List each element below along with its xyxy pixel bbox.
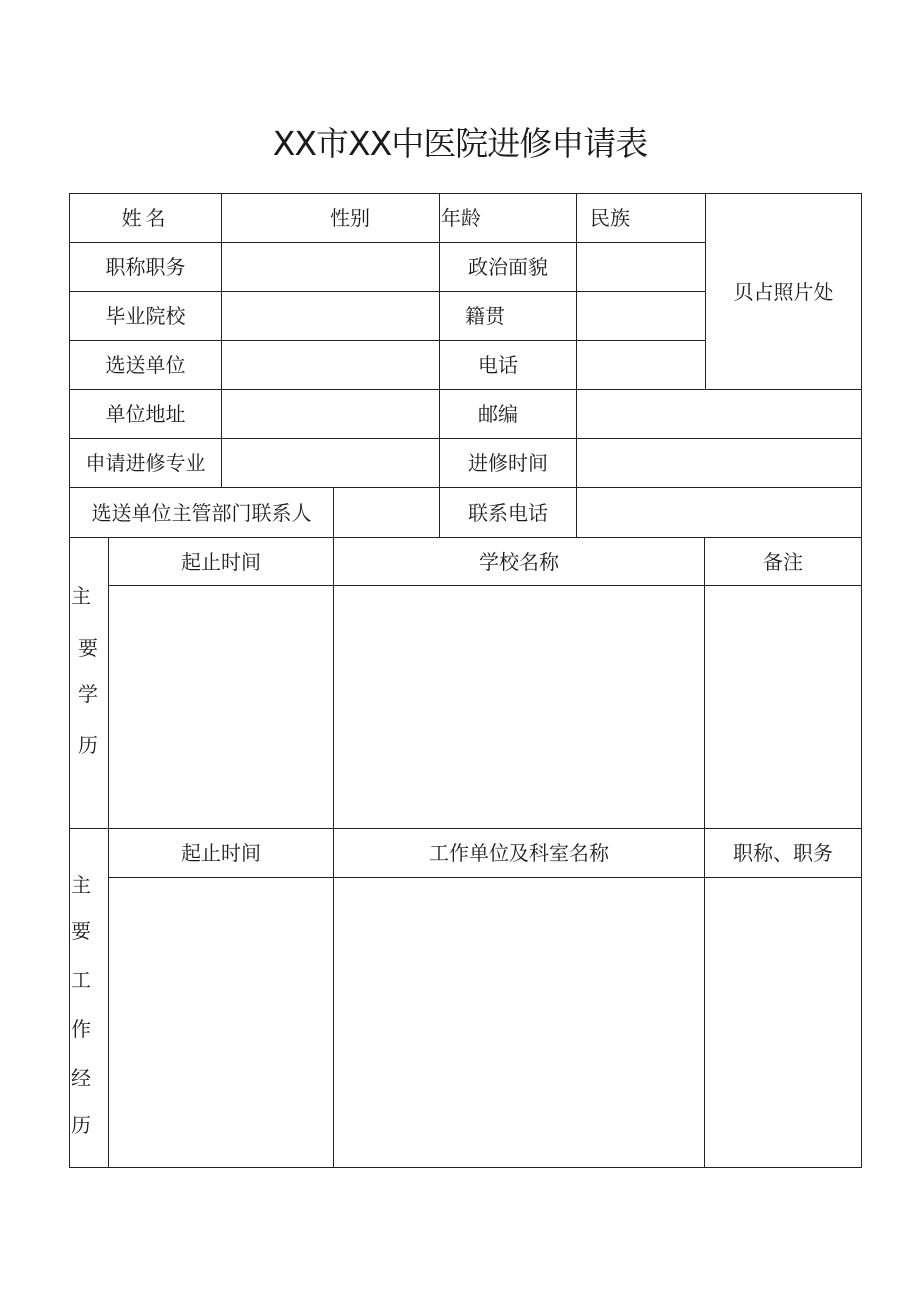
education-side-label-3: 学	[78, 682, 98, 706]
age-label: 年龄	[441, 206, 481, 230]
education-side-label-2: 要	[78, 636, 98, 660]
education-col-notes: 备注	[763, 549, 803, 574]
phone-label: 电话	[478, 353, 518, 377]
table-border-right	[861, 193, 862, 1168]
gender-label: 性别	[330, 206, 370, 230]
form-title: XX市XX中医院进修申请表	[272, 124, 648, 163]
work-col-title-position: 职称、职务	[733, 841, 833, 865]
work-side-label-1: 主	[71, 873, 91, 897]
education-col-school: 学校名称	[479, 549, 559, 574]
postcode-label: 邮编	[478, 402, 518, 426]
col-divider	[333, 487, 334, 1167]
row-divider	[108, 585, 862, 586]
col-divider	[576, 193, 577, 537]
work-side-label-4: 作	[71, 1017, 91, 1041]
education-side-label-1: 主	[71, 584, 91, 608]
ethnicity-label: 民族	[590, 206, 630, 230]
work-col-unit-department: 工作单位及科室名称	[429, 841, 609, 865]
major-label: 申请进修专业	[85, 451, 206, 475]
native-place-label: 籍贯	[465, 304, 505, 328]
school-label: 毕业院校	[105, 304, 186, 328]
row-divider	[108, 877, 862, 878]
col-divider	[221, 193, 222, 487]
title-position-label: 职称职务	[105, 255, 186, 279]
table-border-bottom	[69, 1167, 862, 1168]
unit-address-label: 单位地址	[105, 402, 186, 426]
contact-person-label: 选送单位主管部门联系人	[91, 500, 312, 525]
work-side-label-2: 要	[71, 919, 91, 943]
study-time-label: 进修时间	[468, 451, 548, 475]
sending-unit-label: 选送单位	[105, 353, 186, 377]
contact-phone-label: 联系电话	[468, 500, 548, 525]
name-label: 姓名	[121, 206, 170, 230]
photo-placeholder: 贝占照片处	[733, 279, 834, 304]
work-side-label-5: 经	[71, 1066, 91, 1090]
work-side-label-3: 工	[71, 968, 91, 992]
education-side-label-4: 历	[78, 733, 98, 757]
work-col-period: 起止时间	[181, 841, 261, 865]
political-status-label: 政治面貌	[468, 255, 548, 279]
work-side-label-6: 历	[71, 1113, 91, 1137]
education-col-period: 起止时间	[181, 549, 261, 574]
